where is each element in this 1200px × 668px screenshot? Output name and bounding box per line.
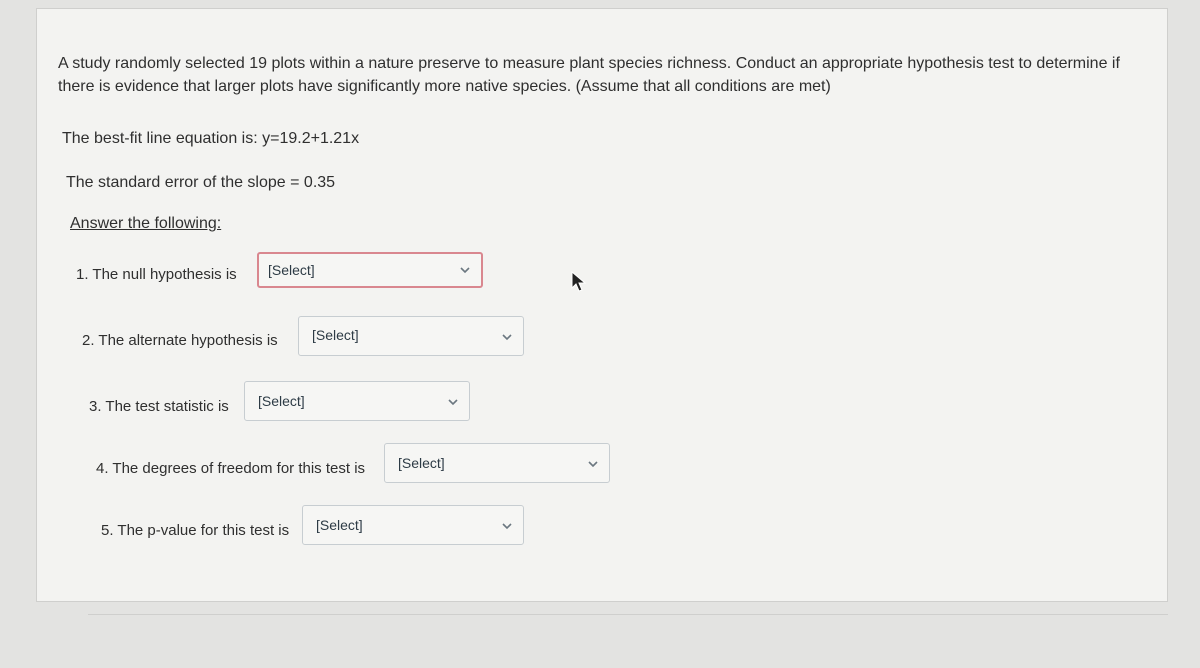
alternate-hypothesis-select[interactable] bbox=[298, 316, 524, 356]
select-value: [Select] bbox=[258, 393, 305, 409]
null-hypothesis-label: 1. The null hypothesis is bbox=[76, 266, 237, 283]
degrees-of-freedom-label: 4. The degrees of freedom for this test is bbox=[96, 460, 366, 477]
chevron-down-icon bbox=[587, 458, 599, 470]
chevron-down-icon bbox=[447, 396, 459, 408]
select-value: [Select] bbox=[316, 517, 363, 533]
select-value: [Select] bbox=[312, 327, 359, 343]
alternate-hypothesis-label: 2. The alternate hypothesis is bbox=[82, 332, 278, 349]
chevron-down-icon bbox=[459, 264, 471, 276]
instructions-heading: Answer the following: bbox=[70, 215, 222, 232]
test-statistic-label: 3. The test statistic is bbox=[89, 398, 229, 415]
slope-standard-error: The standard error of the slope = 0.35 bbox=[66, 174, 336, 191]
degrees-of-freedom-select[interactable] bbox=[384, 443, 610, 483]
best-fit-equation: The best-fit line equation is: y=19.2+1.21x bbox=[62, 130, 360, 147]
question-prompt: A study randomly selected 19 plots within a nature preserve to measure plant species richness. Conduct an appropriate hypothesis test to determine if there is evidence that larger plots have significantly more native species. (Assume that all conditions are met) bbox=[58, 55, 1120, 95]
chevron-down-icon bbox=[501, 331, 513, 343]
p-value-select[interactable] bbox=[302, 505, 524, 545]
mouse-cursor-icon bbox=[570, 270, 590, 294]
chevron-down-icon bbox=[501, 520, 513, 532]
select-value: [Select] bbox=[268, 262, 315, 278]
null-hypothesis-select[interactable] bbox=[257, 252, 483, 288]
test-statistic-select[interactable] bbox=[244, 381, 470, 421]
p-value-label: 5. The p-value for this test is bbox=[101, 522, 290, 539]
select-value: [Select] bbox=[398, 455, 445, 471]
divider bbox=[88, 600, 1168, 615]
